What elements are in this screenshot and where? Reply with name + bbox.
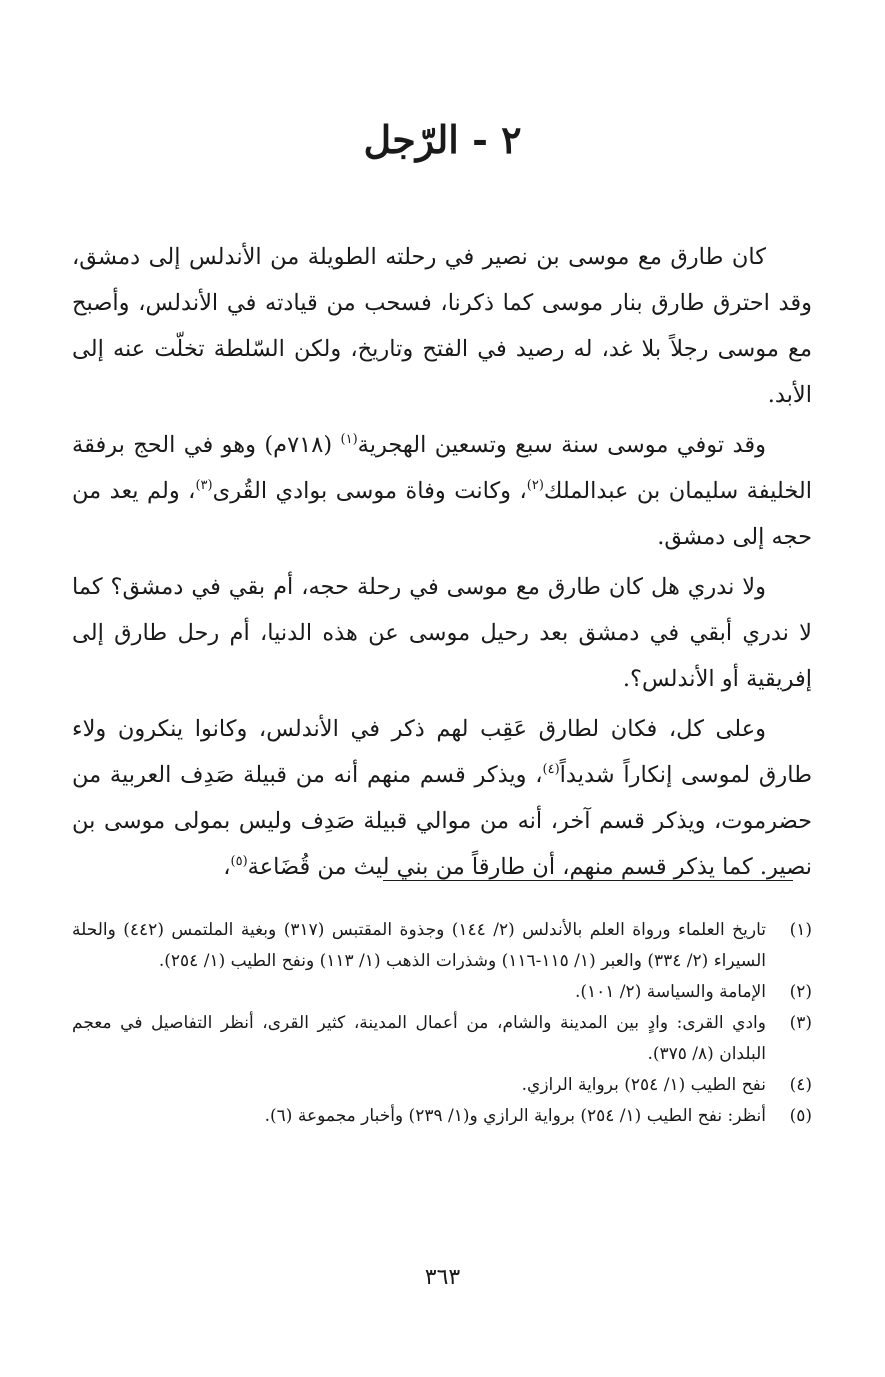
paragraph-text: ، وكانت وفاة موسى بوادي القُرى: [212, 478, 527, 504]
footnote-number: (٢): [789, 982, 812, 1002]
footnote-text: الإمامة والسياسة (٢/ ١٠١).: [574, 982, 766, 1002]
paragraph-1: [72, 234, 812, 418]
footnote-ref: (٤): [542, 762, 560, 777]
footnote-divider: [383, 880, 793, 881]
footnote-text: تاريخ العلماء ورواة العلم بالأندلس (٢/ ١٤٤) وجذوة المقتبس (٣١٧) وبغية الملتمس (٤٤٢) والحلة السيراء (٢/ ٣٣٤) والعبر (١/ ١١٥-١١٦) وشذرات الذهب (١/ ١١٣) ونفح الطيب (١/ ٢٥٤).: [72, 920, 766, 971]
footnote-ref: (٥): [230, 854, 248, 869]
footnote-number: (٥): [789, 1106, 812, 1126]
paragraph-text: ، ويذكر قسم منهم أنه من قبيلة صَدِف العربية من حضرموت، ويذكر قسم آخر، أنه من موالي قبيلة صَدِف وليس بمولى موسى بن نصير. كما يذكر قسم منهم، أن طارقاً من بني ليث من قُضَاعة: [72, 762, 812, 880]
paragraph-4: [72, 706, 812, 890]
chapter-title: ٢ - الرّجل: [363, 117, 522, 162]
footnote-ref: (١): [340, 432, 358, 447]
paragraph-text: (٧١٨م) وهو في الحج برفقة الخليفة سليمان بن عبدالملك: [72, 432, 812, 504]
footnote-5: [72, 1101, 812, 1132]
paragraph-3: [72, 564, 812, 702]
page-number: ٣٦٣: [424, 1265, 461, 1290]
paragraph-text: ولا ندري هل كان طارق مع موسى في رحلة حجه، أم بقي في دمشق؟ كما لا ندري أبقي في دمشق بعد رحيل موسى عن هذه الدنيا، أم رحل طارق إلى إفريقية أو الأندلس؟.: [72, 574, 812, 692]
footnote-text: وادي القرى: وادٍ بين المدينة والشام، من أعمال المدينة، كثير القرى، أنظر التفاصيل في معجم البلدان (٨/ ٣٧٥).: [72, 1013, 766, 1064]
paragraph-2: [72, 422, 812, 560]
footnote-number: (٣): [789, 1013, 812, 1033]
main-text: [72, 234, 812, 894]
paragraph-text: ، ولم يعد من حجه إلى دمشق.: [72, 478, 812, 550]
paragraph-text: كان طارق مع موسى بن نصير في رحلته الطويلة من الأندلس إلى دمشق، وقد احترق طارق بنار موسى كما ذكرنا، فسحب من قيادته في الأندلس، وأصبح مع موسى رجلاً بلا غد، له رصيد في الفتح وتاريخ، ولكن السّلطة تخلّت عنه إلى الأبد.: [72, 244, 812, 408]
footnote-number: (١): [789, 920, 812, 940]
footnotes: [72, 915, 812, 1132]
footnote-2: [72, 977, 812, 1008]
footnote-1: [72, 915, 812, 977]
paragraph-text: وقد توفي موسى سنة سبع وتسعين الهجرية: [357, 432, 766, 458]
footnote-number: (٤): [789, 1075, 812, 1095]
paragraph-text: وعلى كل، فكان لطارق عَقِب لهم ذكر في الأندلس، وكانوا ينكرون ولاء طارق لموسى إنكاراً شديداً: [72, 716, 812, 788]
footnote-text: أنظر: نفح الطيب (١/ ٢٥٤) برواية الرازي و(١/ ٢٣٩) وأخبار مجموعة (٦).: [264, 1106, 766, 1126]
footnote-text: نفح الطيب (١/ ٢٥٤) برواية الرازي.: [521, 1075, 766, 1095]
footnote-ref: (٣): [195, 478, 213, 493]
footnote-3: [72, 1008, 812, 1070]
footnote-4: [72, 1070, 812, 1101]
footnote-ref: (٢): [526, 478, 544, 493]
paragraph-text: ،: [223, 854, 231, 880]
